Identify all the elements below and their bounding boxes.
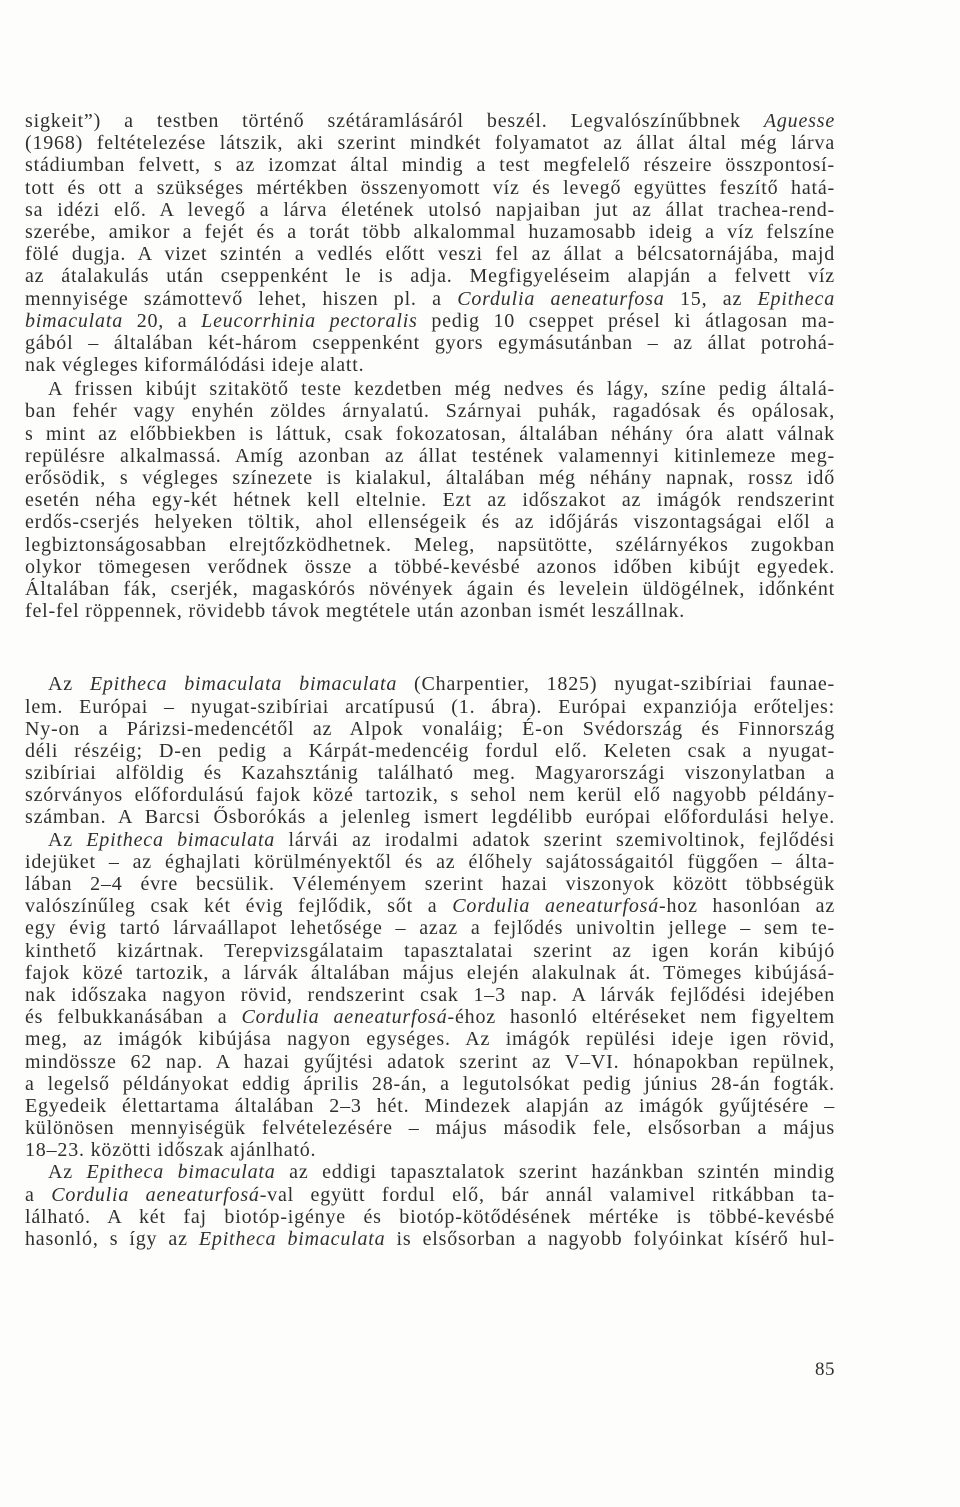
paragraph-1 — [25, 110, 835, 376]
text-line — [25, 851, 835, 873]
text-run: egy évig tartó lárvaállapot lehetősége – azaz a fejlődés univoltin jellege – sem te- — [25, 917, 835, 940]
text-line — [25, 829, 835, 851]
text-run: és felbukkanásában a — [25, 1006, 242, 1029]
text-line — [25, 154, 835, 176]
body-text — [25, 110, 835, 1250]
text-line — [25, 511, 835, 533]
text-line — [25, 1206, 835, 1228]
text-line — [25, 445, 835, 467]
text-run: 18–23. közötti időszak ajánlható. — [25, 1139, 317, 1162]
italic-text-run: Epitheca bimaculata — [198, 1228, 386, 1250]
text-run: Az — [48, 1161, 87, 1184]
text-run: legbiztonságosabban elrejtőzködhetnek. Meleg, napsütötte, szélárnyékos zugokban — [25, 533, 835, 556]
italic-text-run: bimaculata — [25, 309, 123, 332]
text-line — [25, 1228, 835, 1250]
page-number: 85 — [815, 1359, 835, 1380]
text-line — [25, 1095, 835, 1117]
italic-text-run: Cordulia aeneaturfosá — [452, 895, 660, 918]
text-run: Egyedeik élettartama általában 2–3 hét. Mindezek alapján az imágók gyűjtésére – — [25, 1094, 835, 1117]
text-line — [25, 310, 835, 332]
text-run: s mint az előbbiekben is láttuk, csak fokozatosan, általában néhány óra alatt válnak — [25, 422, 835, 445]
text-run: déli részéig; D-en pedig a Kárpát-medencéig fordul elő. Keleten csak a nyugat- — [25, 739, 835, 762]
text-line — [25, 243, 835, 265]
text-line — [25, 534, 835, 556]
text-run: -éhoz hasonló eltéréseket nem figyeltem — [447, 1006, 835, 1029]
italic-text-run: Cordulia aeneaturfosá — [241, 1006, 448, 1029]
italic-text-run: Cordulia aeneaturfosa — [457, 287, 665, 310]
italic-text-run: Aguesse — [763, 110, 835, 132]
text-line — [25, 718, 835, 740]
text-line — [25, 199, 835, 221]
text-run: fel-fel röppennek, rövidebb távok megtétele után azonban ismét leszállnak. — [25, 600, 686, 623]
text-line — [25, 177, 835, 199]
text-run: erdős-cserjés helyeken töltik, ahol ellenségeik és az időjárás viszontagságai elől a — [25, 511, 835, 534]
text-line — [25, 1184, 835, 1206]
text-line — [25, 288, 835, 310]
text-run: -hoz hasonlóan az — [659, 895, 835, 918]
text-run: 15, az — [664, 287, 758, 310]
text-run: olykor tömegesen verődnek össze a többé-kevésbé azonos időben kibújt egyedek. — [25, 555, 835, 578]
text-line — [25, 600, 835, 622]
text-line — [25, 1028, 835, 1050]
text-run: különösen mennyiségük felvételezésére – május második fele, elsősorban a május — [25, 1117, 835, 1140]
text-run: stádiumban felvett, s az izomzat által mindig a test megfelelő részeire összpontosí- — [25, 154, 835, 177]
text-run: lálható. A két faj biotóp-igénye és biotóp-kötődésének mértéke is többé-kevésbé — [25, 1205, 835, 1228]
text-run: szórványos előfordulású fajok közé tartozik, s sehol nem kerül elő nagyobb példány- — [25, 784, 835, 807]
text-line — [25, 962, 835, 984]
text-run: Általában fák, cserjék, magaskórós növények ágain és levelein üldögélnek, időnként — [25, 577, 835, 600]
text-line — [25, 332, 835, 354]
text-line — [25, 423, 835, 445]
text-run: az átalakulás után cseppenként le is adja. Megfigyeléseim alapján a felvett víz — [25, 265, 835, 288]
text-run: fölé dugja. A vizet szintén a vedlés előtt veszi fel az állat a bélcsatornájába, majd — [25, 243, 835, 266]
text-run: szibíriai alföldig és Kazahsztánig található meg. Magyarországi viszonylatban a — [25, 762, 835, 785]
text-run: fajok közé tartozik, a lárvák általában május elején alakulnak át. Tömeges kibújásá- — [25, 961, 835, 984]
italic-text-run: Leucorrhinia pectoralis — [201, 309, 418, 332]
text-line — [25, 378, 835, 400]
text-line — [25, 556, 835, 578]
paragraph-3 — [25, 673, 835, 828]
text-line — [25, 1006, 835, 1028]
text-run: ban fehér vagy enyhén zöldes árnyalatú. Szárnyai puhák, ragadósak és opálosak, — [25, 400, 835, 423]
text-run: sigkeit”) a testben történő szétáramlásáról beszél. Legvalószínűbbnek — [25, 110, 764, 132]
text-run: idejüket – az éghajlati körülményektől és az élőhely sajátosságaitól függően – álta- — [25, 850, 835, 873]
text-line — [25, 400, 835, 422]
text-run: (Charpentier, 1825) nyugat-szibíriai faunae- — [397, 673, 835, 696]
text-line — [25, 740, 835, 762]
text-run: sa idézi elő. A levegő a lárva életének utolsó napjaiban jut az állat trachea-rend- — [25, 198, 835, 221]
text-run: gából – általában két-három cseppenként gyors egymásutánban – az állat potrohá- — [25, 331, 835, 354]
text-run: Az — [48, 828, 87, 851]
text-run: mindössze 62 nap. A hazai gyűjtési adatok szerint az V–VI. hónapokban repülnek, — [25, 1050, 835, 1073]
italic-text-run: Epitheca bimaculata bimaculata — [89, 673, 398, 696]
text-run: pedig 10 cseppet présel ki átlagosan ma- — [417, 309, 835, 332]
text-line — [25, 1051, 835, 1073]
text-line — [25, 110, 835, 132]
paragraph-5 — [25, 1161, 835, 1250]
text-run: hasonló, s így az — [25, 1228, 199, 1250]
text-line — [25, 578, 835, 600]
text-run: az eddigi tapasztalatok szerint hazánkban szintén mindig — [275, 1161, 835, 1184]
text-line — [25, 467, 835, 489]
italic-text-run: Epitheca — [757, 287, 835, 310]
text-run: kinthető kizártnak. Terepvizsgálataim tapasztalatai szerint az igen korán kibújó — [25, 939, 835, 962]
text-line — [25, 1161, 835, 1183]
text-run: meg, az imágók kibújása nagyon egységes. Az imágók repülési ideje igen rövid, — [25, 1028, 835, 1051]
text-line — [25, 265, 835, 287]
text-line — [25, 984, 835, 1006]
text-run: repülésre alkalmassá. Amíg azonban az állat testének valamennyi kitinlemeze meg- — [25, 444, 835, 467]
text-run: a legelső példányokat eddig április 28-án, a legutolsókat pedig június 28-án fogták. — [25, 1072, 835, 1095]
text-run: 20, a — [123, 309, 202, 332]
text-run: Az — [48, 673, 90, 696]
text-run: erősödik, s végleges színezete is kialakul, általában még néhány napnak, rossz idő — [25, 467, 835, 489]
text-line — [25, 784, 835, 806]
text-run: számban. A Barcsi Ősborókás a jelenleg ismert legdélibb európai előfordulási helye. — [25, 806, 835, 829]
text-run: szerébe, amikor a fejét és a torát több alkalommal huzamosabb ideig a víz felszíne — [25, 220, 835, 243]
text-line — [25, 1073, 835, 1095]
text-line — [25, 940, 835, 962]
text-line — [25, 895, 835, 917]
italic-text-run: Epitheca bimaculata — [86, 1161, 276, 1184]
text-run: nak időszaka nagyon rövid, rendszerint csak 1–3 nap. A lárvák fejlődési idejében — [25, 983, 835, 1006]
paragraph-4 — [25, 829, 835, 1162]
text-line — [25, 917, 835, 939]
text-line — [25, 762, 835, 784]
text-run: valószínűleg csak két évig fejlődik, sőt a — [25, 895, 453, 918]
text-line — [25, 132, 835, 154]
text-run: -val együtt fordul elő, bár annál valamivel ritkábban ta- — [259, 1183, 835, 1206]
text-run: (1968) feltételezése látszik, aki szerint mindkét folyamatot az állat által még lárva — [25, 132, 835, 155]
text-run: Ny-on a Párizsi-medencétől az Alpok vonaláig; É-on Svédország és Finnország — [25, 717, 835, 740]
text-line — [25, 673, 835, 695]
text-run: tott és ott a szükséges mértékben összenyomott víz és levegő együttes feszítő hatá- — [25, 176, 835, 199]
text-line — [25, 221, 835, 243]
text-run: is elsősorban a nagyobb folyóinkat kísérő hul- — [385, 1228, 835, 1250]
text-line — [25, 696, 835, 718]
paragraph-2 — [25, 378, 835, 622]
text-run: lában 2–4 évre becsülik. Véleményem szerint hazai viszonyok között többségük — [25, 873, 835, 895]
text-line — [25, 1139, 835, 1161]
text-line — [25, 873, 835, 895]
text-run: esetén néha egy-két hétnek kell eltelnie. Ezt az időszakot az imágók rendszerint — [25, 489, 835, 512]
text-run: mennyisége számottevő lehet, hiszen pl. a — [25, 287, 458, 310]
text-line — [25, 354, 835, 376]
text-line — [25, 1117, 835, 1139]
text-run: A frissen kibújt szitakötő teste kezdetben még nedves és lágy, színe pedig általá- — [48, 378, 835, 401]
text-run: lárvái az irodalmi adatok szerint szemivoltinok, fejlődési — [275, 828, 835, 851]
text-run: nak végleges kiformálódási ideje alatt. — [25, 354, 365, 377]
text-line — [25, 489, 835, 511]
text-line — [25, 806, 835, 828]
italic-text-run: Cordulia aeneaturfosá — [51, 1183, 260, 1206]
text-run: a — [25, 1183, 52, 1206]
text-run: lem. Európai – nyugat-szibíriai arcatípusú (1. ábra). Európai expanziója erőteljes: — [25, 695, 835, 718]
italic-text-run: Epitheca bimaculata — [86, 828, 276, 851]
